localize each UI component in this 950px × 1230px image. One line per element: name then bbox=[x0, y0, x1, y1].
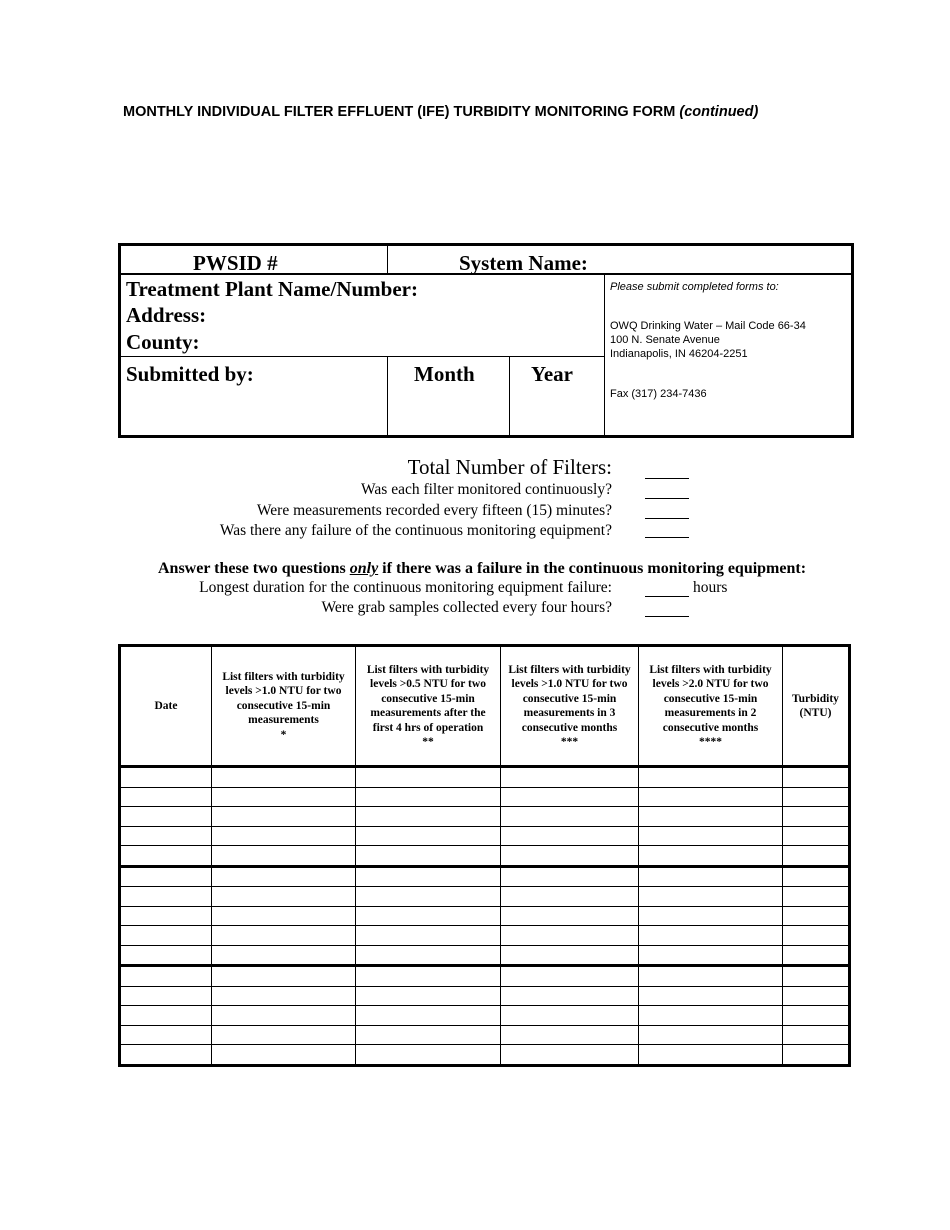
table-row bbox=[120, 1025, 850, 1045]
table-cell[interactable] bbox=[501, 846, 639, 867]
table-cell[interactable] bbox=[639, 767, 783, 788]
table-cell[interactable] bbox=[639, 887, 783, 907]
table-cell[interactable] bbox=[212, 787, 356, 807]
divider bbox=[387, 246, 388, 274]
table-cell[interactable] bbox=[501, 986, 639, 1006]
table-row bbox=[120, 826, 850, 846]
column-note: **** bbox=[699, 736, 722, 748]
table-cell[interactable] bbox=[783, 1025, 850, 1045]
table-row bbox=[120, 966, 850, 987]
total-filters-blank[interactable] bbox=[645, 478, 689, 479]
submitted-by-label: Submitted by: bbox=[126, 362, 254, 386]
column-header-turbidity bbox=[783, 646, 850, 767]
table-cell[interactable] bbox=[501, 926, 639, 946]
table-cell[interactable] bbox=[783, 807, 850, 827]
table-row bbox=[120, 926, 850, 946]
address-label: Address: bbox=[126, 303, 207, 327]
turbidity-table bbox=[118, 644, 851, 1067]
table-cell[interactable] bbox=[783, 986, 850, 1006]
table-row bbox=[120, 887, 850, 907]
address-line-2: 100 N. Senate Avenue bbox=[610, 334, 720, 346]
total-filters-label: Total Number of Filters: bbox=[407, 455, 612, 479]
column-header-date bbox=[120, 646, 212, 767]
grab-samples-blank[interactable] bbox=[645, 616, 689, 617]
table-cell[interactable] bbox=[639, 846, 783, 867]
divider bbox=[121, 356, 604, 357]
question-grab-samples: Were grab samples collected every four hours? bbox=[321, 599, 612, 616]
column-note: *** bbox=[560, 736, 579, 748]
question-failure-blank[interactable] bbox=[645, 537, 689, 538]
table-cell[interactable] bbox=[639, 787, 783, 807]
question-fifteen-minutes-blank[interactable] bbox=[645, 518, 689, 519]
table-cell[interactable] bbox=[639, 906, 783, 926]
failure-instruction-a: Answer these two questions bbox=[158, 560, 346, 577]
divider bbox=[387, 356, 388, 435]
table-cell[interactable] bbox=[356, 906, 501, 926]
table-cell[interactable] bbox=[501, 767, 639, 788]
table-cell[interactable] bbox=[212, 945, 356, 966]
table-cell[interactable] bbox=[120, 866, 212, 887]
year-label: Year bbox=[531, 362, 573, 386]
address-line-3: Indianapolis, IN 46204-2251 bbox=[610, 348, 748, 360]
column-header-3-months bbox=[501, 646, 639, 767]
plant-label: Treatment Plant Name/Number: bbox=[126, 277, 418, 301]
fax-number: Fax (317) 234-7436 bbox=[610, 388, 707, 400]
table-cell[interactable] bbox=[783, 767, 850, 788]
table-cell[interactable] bbox=[783, 826, 850, 846]
table-cell[interactable] bbox=[212, 826, 356, 846]
table-row bbox=[120, 846, 850, 867]
table-cell[interactable] bbox=[783, 787, 850, 807]
table-cell[interactable] bbox=[212, 926, 356, 946]
table-cell[interactable] bbox=[501, 1006, 639, 1026]
county-label: County: bbox=[126, 330, 200, 354]
table-cell[interactable] bbox=[212, 1025, 356, 1045]
table-cell[interactable] bbox=[356, 966, 501, 987]
question-fifteen-minutes: Were measurements recorded every fifteen (15) minutes? bbox=[256, 502, 612, 519]
table-cell[interactable] bbox=[639, 866, 783, 887]
column-header-over-1-0 bbox=[212, 646, 356, 767]
table-row bbox=[120, 986, 850, 1006]
table-cell[interactable] bbox=[356, 866, 501, 887]
table-cell[interactable] bbox=[212, 966, 356, 987]
question-continuous-blank[interactable] bbox=[645, 498, 689, 499]
divider bbox=[509, 356, 510, 435]
table-cell[interactable] bbox=[783, 966, 850, 987]
table-row bbox=[120, 866, 850, 887]
table-cell[interactable] bbox=[356, 787, 501, 807]
column-header-2-months bbox=[639, 646, 783, 767]
table-cell[interactable] bbox=[783, 1006, 850, 1026]
column-label: List filters with turbidity levels >2.0 NTU for two consecutive 15-min measurements in 2 consecutive months bbox=[649, 663, 772, 734]
table-cell[interactable] bbox=[639, 826, 783, 846]
table-cell[interactable] bbox=[120, 1006, 212, 1026]
table-cell[interactable] bbox=[356, 826, 501, 846]
table-cell[interactable] bbox=[501, 1045, 639, 1066]
table-cell[interactable] bbox=[356, 1025, 501, 1045]
table-body bbox=[120, 767, 850, 1066]
pwsid-label: PWSID # bbox=[193, 251, 278, 275]
table-cell[interactable] bbox=[356, 1045, 501, 1066]
table-cell[interactable] bbox=[212, 846, 356, 867]
table-cell[interactable] bbox=[783, 866, 850, 887]
question-failure: Was there any failure of the continuous monitoring equipment? bbox=[219, 522, 612, 539]
hours-unit: hours bbox=[693, 579, 728, 596]
table-cell[interactable] bbox=[501, 906, 639, 926]
table-cell[interactable] bbox=[120, 826, 212, 846]
column-label: Turbidity (NTU) bbox=[792, 692, 839, 719]
address-line-1: OWQ Drinking Water – Mail Code 66-34 bbox=[610, 320, 806, 332]
table-cell[interactable] bbox=[501, 866, 639, 887]
table-cell[interactable] bbox=[120, 887, 212, 907]
table-cell[interactable] bbox=[120, 966, 212, 987]
table-cell[interactable] bbox=[212, 986, 356, 1006]
failure-instruction-only: only bbox=[349, 560, 379, 577]
table-cell[interactable] bbox=[356, 986, 501, 1006]
table-cell[interactable] bbox=[120, 1045, 212, 1066]
table-cell[interactable] bbox=[639, 986, 783, 1006]
column-header-over-0-5 bbox=[356, 646, 501, 767]
table-cell[interactable] bbox=[639, 966, 783, 987]
table-cell[interactable] bbox=[356, 846, 501, 867]
table-cell[interactable] bbox=[120, 986, 212, 1006]
table-cell[interactable] bbox=[501, 1025, 639, 1045]
column-label: List filters with turbidity levels >0.5 NTU for two consecutive 15-min measurements after the first 4 hrs of operation bbox=[366, 663, 490, 734]
table-cell[interactable] bbox=[212, 767, 356, 788]
table-cell[interactable] bbox=[501, 826, 639, 846]
table-cell[interactable] bbox=[212, 1006, 356, 1026]
table-cell[interactable] bbox=[639, 945, 783, 966]
table-cell[interactable] bbox=[783, 945, 850, 966]
table-cell[interactable] bbox=[120, 906, 212, 926]
table-row bbox=[120, 1045, 850, 1066]
table-cell[interactable] bbox=[212, 807, 356, 827]
table-row bbox=[120, 787, 850, 807]
table-cell[interactable] bbox=[120, 807, 212, 827]
form-title-suffix: (continued) bbox=[679, 104, 759, 120]
column-label: List filters with turbidity levels >1.0 NTU for two consecutive 15-min measurements in 3 consecutive months bbox=[508, 663, 631, 734]
table-cell[interactable] bbox=[120, 926, 212, 946]
table-cell[interactable] bbox=[501, 945, 639, 966]
table-cell[interactable] bbox=[639, 926, 783, 946]
form-title-main: MONTHLY INDIVIDUAL FILTER EFFLUENT (IFE) TURBIDITY MONITORING FORM bbox=[123, 104, 676, 120]
table-cell[interactable] bbox=[783, 887, 850, 907]
question-continuous: Was each filter monitored continuously? bbox=[361, 481, 612, 498]
column-label: List filters with turbidity levels >1.0 NTU for two consecutive 15-min measurements bbox=[222, 670, 345, 727]
column-note: * bbox=[280, 728, 287, 741]
header-box bbox=[118, 243, 854, 438]
failure-instruction bbox=[158, 560, 806, 578]
failure-instruction-b: if there was a failure in the continuous monitoring equipment: bbox=[382, 560, 807, 577]
table-cell[interactable] bbox=[120, 1025, 212, 1045]
table-row bbox=[120, 807, 850, 827]
column-label: Date bbox=[154, 699, 178, 712]
question-failure-duration: Longest duration for the continuous monitoring equipment failure: bbox=[199, 579, 612, 596]
table-cell[interactable] bbox=[212, 866, 356, 887]
table-cell[interactable] bbox=[120, 846, 212, 867]
table-cell[interactable] bbox=[212, 906, 356, 926]
table-row bbox=[120, 767, 850, 788]
table-cell[interactable] bbox=[639, 1006, 783, 1026]
column-note: ** bbox=[422, 736, 434, 748]
submit-note: Please submit completed forms to: bbox=[610, 281, 779, 293]
table-row bbox=[120, 1006, 850, 1026]
table-cell[interactable] bbox=[212, 887, 356, 907]
table-cell[interactable] bbox=[120, 945, 212, 966]
divider bbox=[604, 274, 605, 435]
table-cell[interactable] bbox=[783, 846, 850, 867]
table-cell[interactable] bbox=[356, 887, 501, 907]
table-cell[interactable] bbox=[356, 926, 501, 946]
month-label: Month bbox=[414, 362, 475, 386]
table-cell[interactable] bbox=[783, 1045, 850, 1066]
table-cell[interactable] bbox=[120, 767, 212, 788]
table-cell[interactable] bbox=[639, 1025, 783, 1045]
table-cell[interactable] bbox=[639, 1045, 783, 1066]
table-cell[interactable] bbox=[501, 966, 639, 987]
table-cell[interactable] bbox=[356, 1006, 501, 1026]
table-cell[interactable] bbox=[212, 1045, 356, 1066]
table-cell[interactable] bbox=[783, 906, 850, 926]
table-row bbox=[120, 906, 850, 926]
table-header-row bbox=[120, 646, 850, 767]
table-cell[interactable] bbox=[356, 807, 501, 827]
table-cell[interactable] bbox=[356, 767, 501, 788]
table-cell[interactable] bbox=[639, 807, 783, 827]
failure-duration-blank[interactable] bbox=[645, 596, 689, 597]
system-name-label: System Name: bbox=[459, 251, 588, 275]
table-row bbox=[120, 945, 850, 966]
form-title bbox=[123, 104, 758, 120]
table-cell[interactable] bbox=[356, 945, 501, 966]
table-cell[interactable] bbox=[783, 926, 850, 946]
table-cell[interactable] bbox=[501, 807, 639, 827]
table-cell[interactable] bbox=[501, 887, 639, 907]
table-cell[interactable] bbox=[501, 787, 639, 807]
table-cell[interactable] bbox=[120, 787, 212, 807]
